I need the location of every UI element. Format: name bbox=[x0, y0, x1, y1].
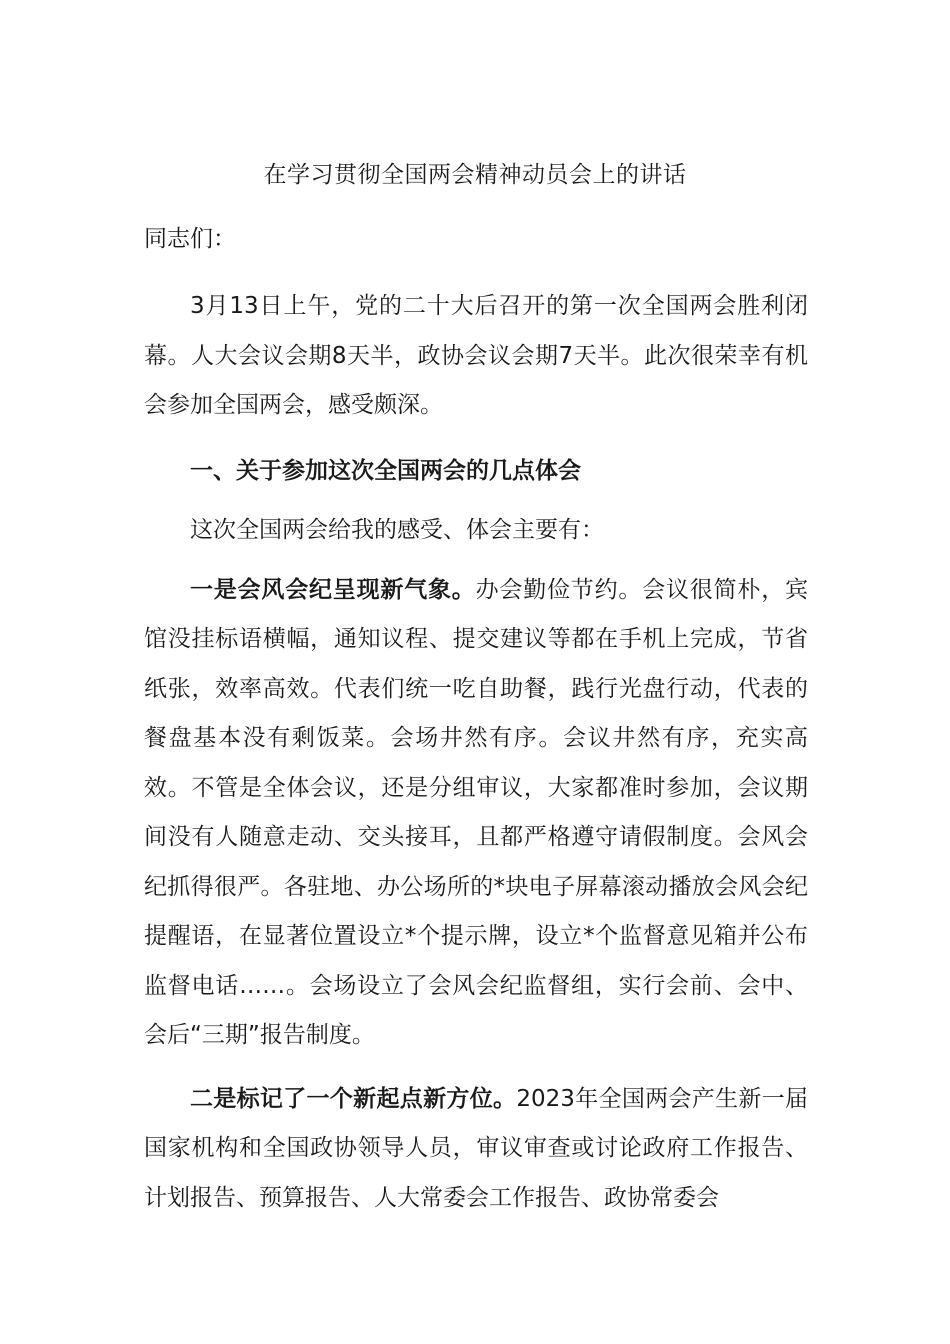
salutation: 同志们： bbox=[144, 226, 236, 252]
point-one-body: 办会勤俭节约。会议很简朴，宾馆没挂标语横幅，通知议程、提交建议等都在手机上完成，节省纸张，效率高效。代表们统一吃自助餐，践行光盘行动，代表的餐盘基本没有剩饭菜。会场井然有序。会议井然有序，充实高效。不管是全体会议，还是分组审议，大家都准时参加，会议期间没有人随意走动、交头接耳，且都严格遵守请假制度。会风会纪抓得很严。各驻地、办公场所的*块电子屏幕滚动播放会风会纪提醒语，在显著位置设立*个提示牌，设立*个监督意见箱并公布监督电话……。会场设立了会风会纪监督组，实行会前、会中、会后“三期”报告制度。 bbox=[144, 576, 809, 1048]
document-title: 在学习贯彻全国两会精神动员会上的讲话 bbox=[263, 162, 687, 188]
document-body bbox=[144, 282, 808, 1223]
intro-paragraph: 3月13日上午，党的二十大后召开的第一次全国两会胜利闭幕。人大会议会期8天半，政协会议会期7天半。此次很荣幸有机会参加全国两会，感受颇深。 bbox=[144, 293, 808, 418]
point-two-paragraph bbox=[144, 1075, 808, 1224]
point-one-paragraph bbox=[144, 566, 808, 1061]
section-heading: 一、关于参加这次全国两会的几点体会 bbox=[190, 457, 581, 484]
point-one-lead: 一是会风会纪呈现新气象。 bbox=[190, 576, 476, 603]
point-two-body: 2023年全国两会产生新一届国家机构和全国政协领导人员，审议审查或讨论政府工作报告、计划报告、预算报告、人大常委会工作报告、政协常委会 bbox=[144, 1085, 808, 1211]
point-two-lead: 二是标记了一个新起点新方位。 bbox=[190, 1085, 517, 1112]
section-lead-paragraph: 这次全国两会给我的感受、体会主要有： bbox=[190, 517, 604, 543]
